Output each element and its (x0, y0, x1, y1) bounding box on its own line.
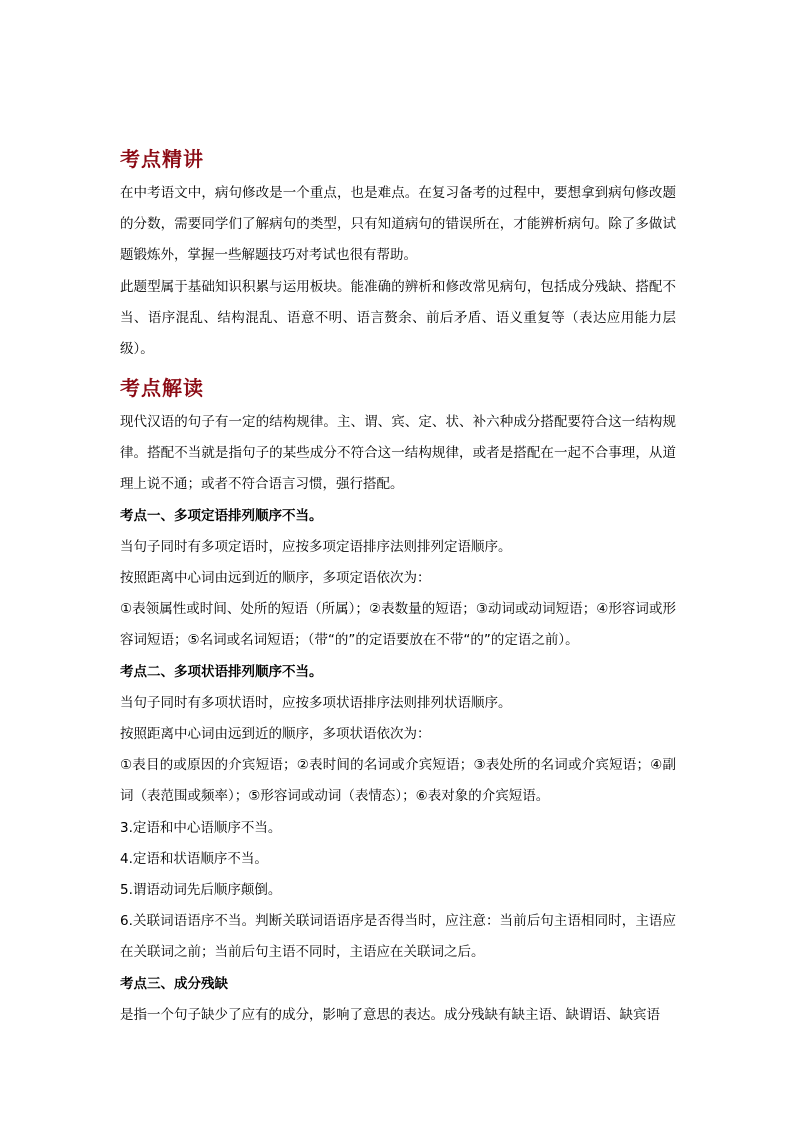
point2-item-3: 3.定语和中心语顺序不当。 (120, 819, 282, 836)
point1-line-1: 当句子同时有多项定语时，应按多项定语排序法则排列定语顺序。 (120, 538, 512, 555)
section1-body (120, 150, 676, 365)
point3-title: 考点三、成分残缺 (120, 975, 228, 992)
point2-line-2: 按照距离中心词由远到近的顺序，多项状语依次为： (120, 726, 431, 743)
point2-item-6: 6.关联词语语序不当。判断关联词语语序是否得当时，应注意：当前后句主语相同时，主语应在关联词之前；当前后句主语不同时，主语应在关联词之后。 (120, 913, 676, 961)
section-heading-key-points: 考点精讲 (120, 147, 204, 171)
point1-line-2: 按照距离中心词由远到近的顺序，多项定语依次为： (120, 570, 431, 587)
point2-title: 考点二、多项状语排列顺序不当。 (120, 663, 323, 680)
point3-line-1: 是指一个句子缺少了应有的成分，影响了意思的表达。成分残缺有缺主语、缺谓语、缺宾语 (120, 1006, 660, 1023)
section-heading-interpretation: 考点解读 (120, 376, 204, 400)
section2-intro: 现代汉语的句子有一定的结构规律。主、谓、宾、定、状、补六种成分搭配要符合这一结构规律。搭配不当就是指句子的某些成分不符合这一结构规律，或者是搭配在一起不合事理，从道理上说不通；或者不符合语言习惯，强行搭配。 (120, 414, 676, 493)
point2-item-5: 5.谓语动词先后顺序颠倒。 (120, 882, 282, 899)
point2-line-3: ①表目的或原因的介宾短语；②表时间的名词或介宾短语；③表处所的名词或介宾短语；④副词（表范围或频率）；⑤形容词或动词（表情态）；⑥表对象的介宾短语。 (120, 757, 676, 805)
point2-line-1: 当句子同时有多项状语时，应按多项状语排序法则排列状语顺序。 (120, 694, 512, 711)
section1-paragraph-2: 此题型属于基础知识积累与运用板块。能准确的辨析和修改常见病句，包括成分残缺、搭配不当、语序混乱、结构混乱、语意不明、语言赘余、前后矛盾、语义重复等（表达应用能力层级）。 (120, 278, 676, 358)
point2-item-4: 4.定语和状语顺序不当。 (120, 850, 268, 867)
section2-body (120, 407, 676, 1031)
section1-paragraph-1: 在中考语文中，病句修改是一个重点，也是难点。在复习备考的过程中，要想拿到病句修改题的分数，需要同学们了解病句的类型，只有知道病句的错误所在，才能辨析病句。除了多做试题锻炼外，掌握一些解题技巧对考试也很有帮助。 (120, 185, 676, 264)
point1-line-3: ①表领属性或时间、处所的短语（所属）；②表数量的短语；③动词或动词短语；④形容词或形容词短语；⑤名词或名词短语；（带“的”的定语要放在不带“的”的定语之前）。 (120, 601, 676, 649)
point1-title: 考点一、多项定语排列顺序不当。 (120, 507, 323, 524)
